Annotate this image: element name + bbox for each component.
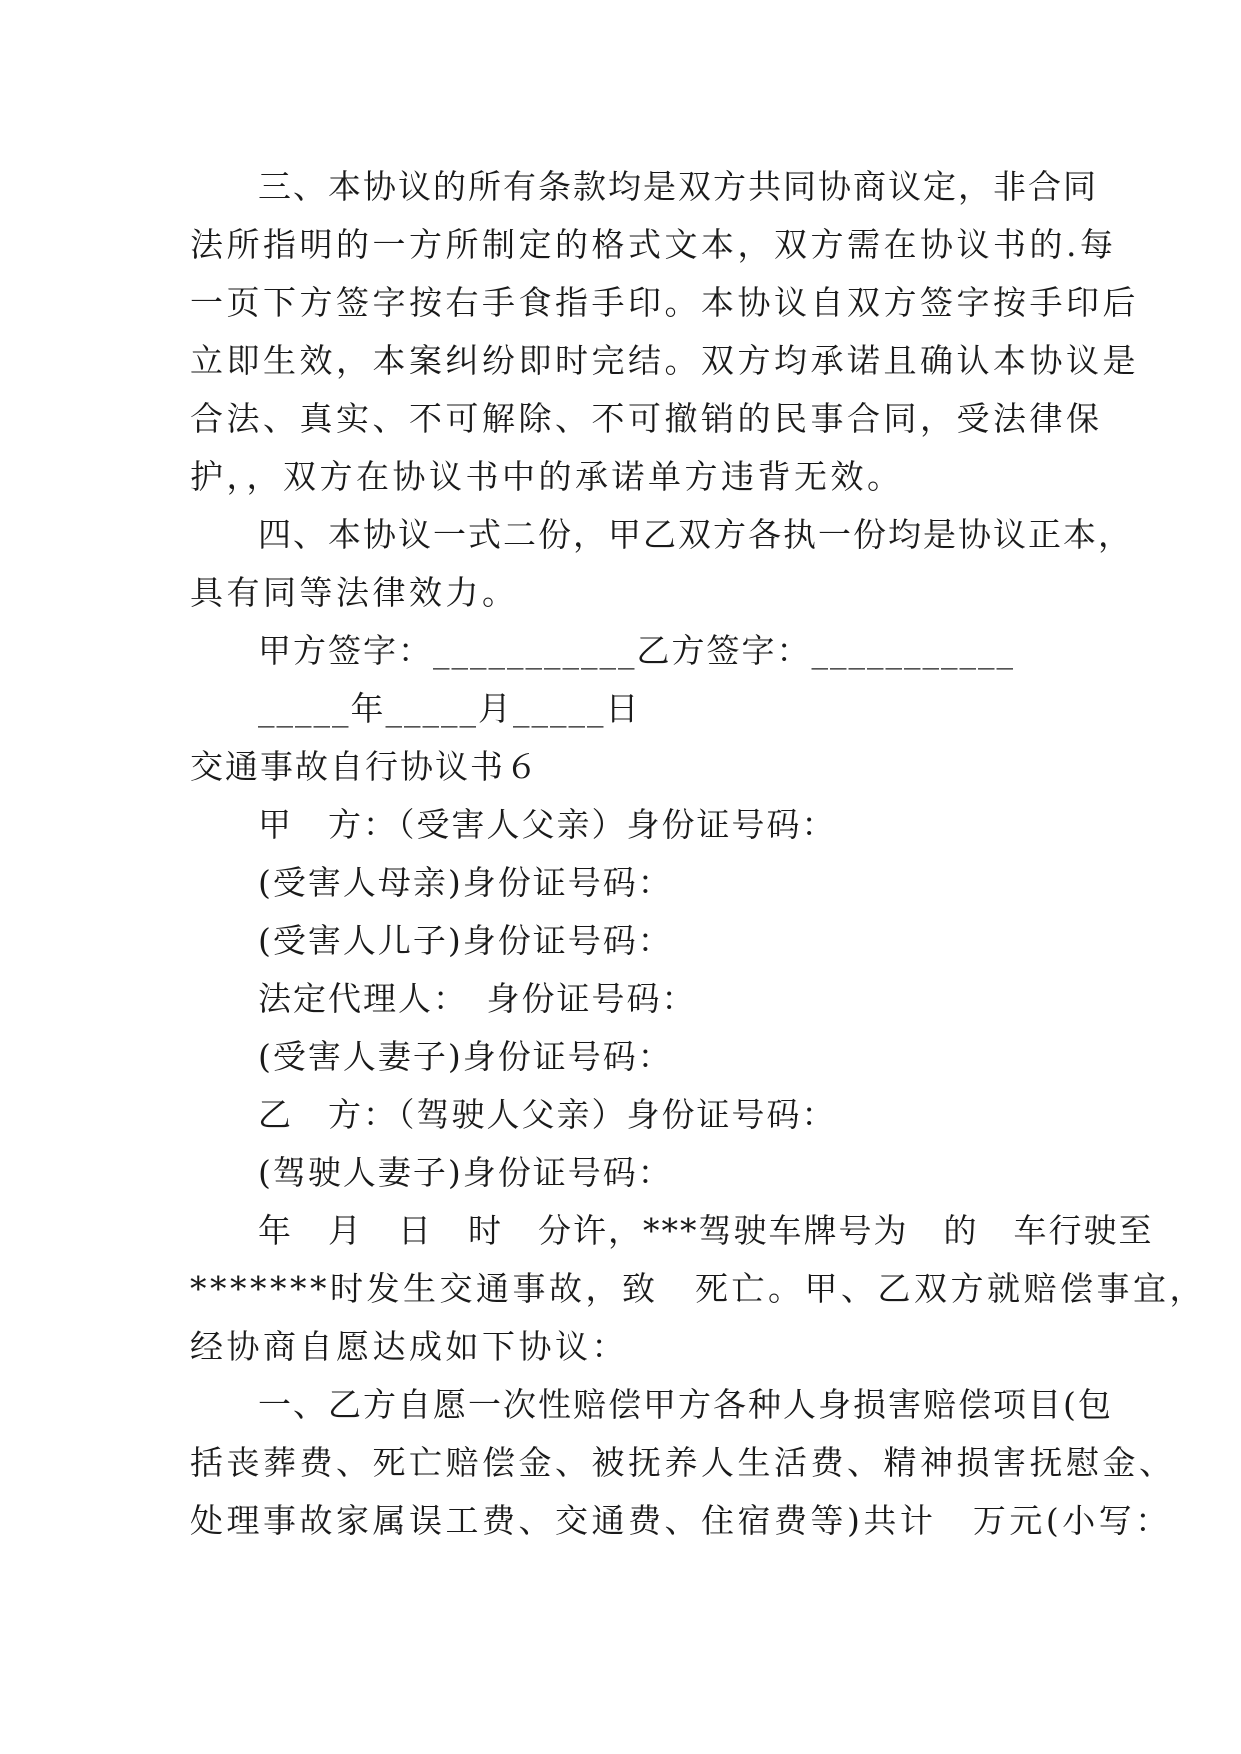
clause-3-line-1: 三、本协议的所有条款均是双方共同协商议定，非合同 [258, 167, 1098, 206]
clause-1-line-2: 括丧葬费、死亡赔偿金、被抚养人生活费、精神损害抚慰金、 [190, 1443, 1176, 1482]
clause-3-line-2: 法所指明的一方所制定的格式文本，双方需在协议书的.每 [190, 225, 1117, 264]
clause-3-line-5: 合法、真实、不可解除、不可撤销的民事合同，受法律保 [190, 399, 1103, 438]
party-a-son: (受害人儿子)身份证号码： [258, 921, 673, 960]
party-a-mother: (受害人母亲)身份证号码： [258, 863, 673, 902]
clause-1-line-1: 一、乙方自愿一次性赔偿甲方各种人身损害赔偿项目(包 [258, 1385, 1113, 1424]
clause-4-line-2: 具有同等法律效力。 [190, 573, 519, 612]
accident-para-line-2: *******时发生交通事故，致 死亡。甲、乙双方就赔偿事宜， [190, 1269, 1206, 1308]
clause-3-line-6: 护，，双方在协议书中的承诺单方违背无效。 [190, 457, 904, 496]
clause-3-line-4: 立即生效，本案纠纷即时完结。双方均承诺且确认本协议是 [190, 341, 1139, 380]
date-line: _____年_____月_____日 [258, 689, 641, 728]
signature-line: 甲方签字：___________乙方签字：___________ [258, 631, 1015, 670]
clause-3-line-3: 一页下方签字按右手食指手印。本协议自双方签字按手印后 [190, 283, 1139, 322]
clause-4-line-1: 四、本协议一式二份，甲乙双方各执一份均是协议正本， [258, 515, 1133, 554]
party-b-father: 乙 方：（驾驶人父亲）身份证号码： [258, 1095, 837, 1134]
accident-para-line-3: 经协商自愿达成如下协议： [190, 1327, 628, 1366]
accident-para-line-1: 年 月 日 时 分许，***驾驶车牌号为 的 车行驶至 [258, 1211, 1154, 1250]
party-a-wife: (受害人妻子)身份证号码： [258, 1037, 673, 1076]
party-b-wife: (驾驶人妻子)身份证号码： [258, 1153, 673, 1192]
section-title: 交通事故自行协议书６ [190, 747, 540, 786]
party-a-father: 甲 方：（受害人父亲）身份证号码： [258, 805, 837, 844]
clause-1-line-3: 处理事故家属误工费、交通费、住宿费等)共计 万元(小写： [190, 1501, 1172, 1540]
legal-representative: 法定代理人： 身份证号码： [258, 979, 697, 1018]
